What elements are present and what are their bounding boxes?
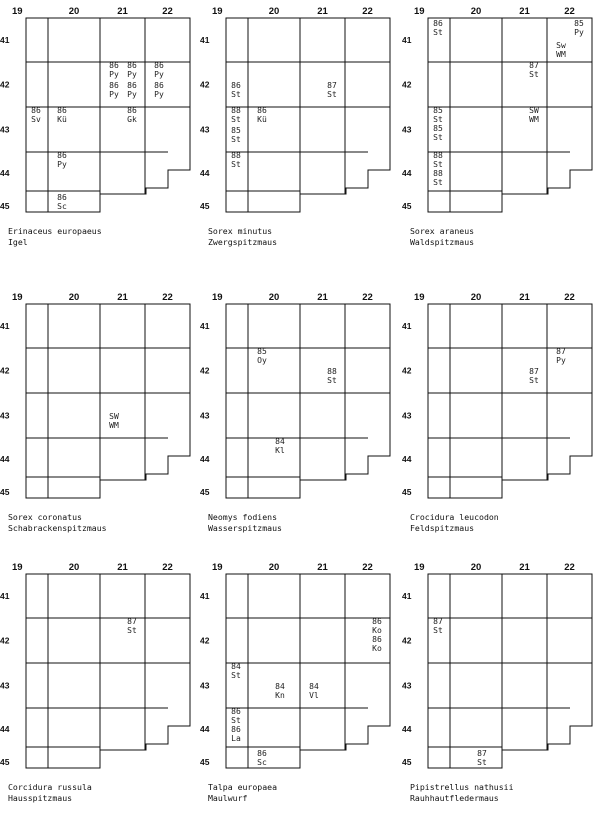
column-label: 21 — [317, 6, 328, 17]
species-caption — [208, 226, 398, 247]
species-common-name: Feldspitzmaus — [410, 522, 475, 533]
species-scientific-name: Corcidura russula — [8, 782, 92, 792]
grid-lines — [226, 304, 390, 498]
column-label: 20 — [470, 6, 482, 17]
row-label: 43 — [402, 124, 412, 135]
row-label: 44 — [402, 454, 412, 464]
column-label: 19 — [212, 292, 223, 303]
grid-lines — [428, 574, 592, 768]
record-label: 85 Py — [574, 19, 584, 37]
row-label: 45 — [402, 201, 412, 211]
record-label: 87 St — [433, 617, 443, 635]
grid-lines — [26, 18, 190, 212]
row-label: 43 — [200, 680, 210, 691]
record-label: 86 Gk — [127, 106, 137, 124]
record-label: 86 Ko 86 Ko — [372, 617, 382, 653]
species-common-name: Hausspitzmaus — [8, 792, 73, 803]
species-map-8 — [402, 556, 600, 816]
column-label: 22 — [564, 562, 575, 573]
record-label: 87 St — [127, 617, 137, 635]
row-label: 43 — [0, 680, 10, 691]
grid-lines — [226, 18, 390, 212]
row-label: 45 — [0, 757, 10, 767]
row-label: 44 — [200, 724, 210, 734]
row-label: 41 — [200, 321, 210, 331]
row-label: 44 — [0, 724, 10, 734]
row-label: 45 — [200, 757, 210, 767]
grid-map — [200, 0, 398, 230]
row-label: 44 — [0, 454, 10, 464]
row-label: 42 — [200, 635, 210, 646]
species-caption — [208, 512, 398, 533]
species-caption — [410, 782, 600, 803]
grid-lines — [26, 304, 190, 498]
row-label: 42 — [402, 79, 412, 90]
species-map-0 — [0, 0, 198, 260]
row-label: 42 — [200, 365, 210, 376]
grid-map — [402, 0, 600, 230]
grid-lines — [26, 574, 190, 768]
species-scientific-name: Neomys fodiens — [208, 512, 278, 522]
column-label: 22 — [564, 6, 575, 17]
record-label: 86 Py — [127, 61, 137, 79]
column-label: 20 — [268, 6, 280, 17]
species-map-7 — [200, 556, 398, 816]
record-label: 84 Vl — [309, 682, 319, 700]
species-common-name: Zwergspitzmaus — [208, 236, 278, 247]
record-label: 84 Kn — [275, 682, 285, 700]
species-common-name: Igel — [8, 236, 28, 247]
grid-lines — [428, 18, 592, 212]
record-label: SW WM — [109, 412, 119, 430]
column-label: 22 — [362, 6, 373, 17]
column-label: 20 — [268, 562, 280, 573]
column-label: 20 — [68, 292, 80, 303]
row-label: 43 — [0, 124, 10, 135]
column-label: 21 — [117, 562, 128, 573]
column-label: 19 — [212, 6, 223, 17]
grid-lines — [428, 304, 592, 498]
record-label: 88 St 88 St — [433, 151, 443, 187]
column-label: 21 — [519, 6, 530, 17]
column-label: 19 — [414, 6, 425, 17]
record-label: 86 Kü — [57, 106, 67, 124]
row-label: 41 — [402, 35, 412, 45]
row-label: 42 — [0, 365, 10, 376]
row-label: 44 — [402, 168, 412, 178]
species-map-3 — [0, 286, 198, 546]
species-map-6 — [0, 556, 198, 816]
row-label: 41 — [0, 321, 10, 331]
column-label: 19 — [12, 292, 23, 303]
record-label: 88 St — [231, 151, 241, 169]
column-label: 20 — [470, 292, 482, 303]
row-label: 42 — [402, 635, 412, 646]
column-label: 22 — [362, 292, 373, 303]
record-label: 86 Py — [127, 81, 137, 99]
row-label: 44 — [402, 724, 412, 734]
species-scientific-name: Erinaceus europaeus — [8, 226, 102, 236]
record-label: 84 Kl — [275, 437, 285, 455]
column-label: 19 — [414, 562, 425, 573]
record-label: 87 St — [529, 61, 539, 79]
row-label: 44 — [200, 168, 210, 178]
record-label: 87 St — [529, 367, 539, 385]
species-scientific-name: Crocidura leucodon — [410, 512, 499, 522]
species-scientific-name: Sorex araneus — [410, 226, 475, 236]
column-label: 22 — [162, 292, 173, 303]
record-label: 86 Sc — [57, 193, 67, 211]
row-label: 41 — [402, 591, 412, 601]
record-label: 86 St 86 La — [231, 707, 241, 743]
row-label: 41 — [200, 35, 210, 45]
record-label: 85 St — [231, 126, 241, 144]
species-scientific-name: Sorex coronatus — [8, 512, 82, 522]
column-label: 21 — [117, 6, 128, 17]
column-label: 21 — [519, 562, 530, 573]
column-label: 22 — [564, 292, 575, 303]
record-label: 87 Py — [556, 347, 566, 365]
column-label: 20 — [68, 6, 80, 17]
row-label: 43 — [200, 410, 210, 421]
record-label: 86 Sc — [257, 749, 267, 767]
column-label: 20 — [268, 292, 280, 303]
row-label: 45 — [200, 201, 210, 211]
record-label: 86 Kü — [257, 106, 267, 124]
species-map-2 — [402, 0, 600, 260]
grid-map — [0, 286, 198, 516]
species-caption — [8, 782, 198, 803]
row-label: 42 — [0, 79, 10, 90]
species-map-1 — [200, 0, 398, 260]
species-scientific-name: Pipistrellus nathusii — [410, 782, 514, 792]
species-map-4 — [200, 286, 398, 546]
column-label: 19 — [12, 6, 23, 17]
species-map-5 — [402, 286, 600, 546]
record-label: 87 St — [477, 749, 487, 767]
row-label: 42 — [200, 79, 210, 90]
record-label: 86 Py — [109, 81, 119, 99]
row-label: 43 — [0, 410, 10, 421]
grid-map — [402, 556, 600, 786]
column-label: 21 — [317, 292, 328, 303]
grid-map — [200, 286, 398, 516]
species-caption — [410, 512, 600, 533]
row-label: 44 — [200, 454, 210, 464]
species-scientific-name: Sorex minutus — [208, 226, 273, 236]
column-label: 21 — [519, 292, 530, 303]
record-label: 88 St — [231, 106, 241, 124]
column-label: 21 — [117, 292, 128, 303]
record-label: 86 St — [231, 81, 241, 99]
record-label: 86 Py — [57, 151, 67, 169]
species-common-name: Schabrackenspitzmaus — [8, 522, 107, 533]
record-label: 86 Sv — [31, 106, 41, 124]
species-caption — [410, 226, 600, 247]
grid-map — [200, 556, 398, 786]
column-label: 19 — [212, 562, 223, 573]
column-label: 20 — [68, 562, 80, 573]
column-label: 19 — [414, 292, 425, 303]
column-label: 19 — [12, 562, 23, 573]
record-label: 86 Py — [154, 61, 164, 79]
row-label: 43 — [200, 124, 210, 135]
record-label: Sw WM — [556, 41, 566, 59]
column-label: 22 — [362, 562, 373, 573]
species-common-name: Maulwurf — [208, 792, 248, 803]
row-label: 45 — [0, 487, 10, 497]
row-label: 41 — [0, 35, 10, 45]
row-label: 41 — [200, 591, 210, 601]
species-scientific-name: Talpa europaea — [208, 782, 278, 792]
record-label: 84 St — [231, 662, 241, 680]
row-label: 42 — [0, 635, 10, 646]
grid-map — [0, 0, 198, 230]
species-caption — [208, 782, 398, 803]
row-label: 41 — [402, 321, 412, 331]
grid-map — [402, 286, 600, 516]
record-label: 86 Py — [154, 81, 164, 99]
row-label: 45 — [200, 487, 210, 497]
row-label: 45 — [0, 201, 10, 211]
row-label: 42 — [402, 365, 412, 376]
species-caption — [8, 512, 198, 533]
row-label: 41 — [0, 591, 10, 601]
row-label: 45 — [402, 757, 412, 767]
species-common-name: Waldspitzmaus — [410, 236, 475, 247]
row-label: 44 — [0, 168, 10, 178]
species-common-name: Rauhhautfledermaus — [410, 792, 499, 803]
record-label: 85 Oy — [257, 347, 267, 365]
species-caption — [8, 226, 198, 247]
record-label: SW WM — [529, 106, 539, 124]
record-label: 86 St — [433, 19, 443, 37]
grid-lines — [226, 574, 390, 768]
grid-map — [0, 556, 198, 786]
column-label: 21 — [317, 562, 328, 573]
record-label: 85 St 85 St — [433, 106, 443, 142]
column-label: 20 — [470, 562, 482, 573]
row-label: 45 — [402, 487, 412, 497]
record-label: 88 St — [327, 367, 337, 385]
column-label: 22 — [162, 562, 173, 573]
column-label: 22 — [162, 6, 173, 17]
record-label: 87 St — [327, 81, 337, 99]
row-label: 43 — [402, 680, 412, 691]
record-label: 86 Py — [109, 61, 119, 79]
species-common-name: Wasserspitzmaus — [208, 522, 282, 533]
row-label: 43 — [402, 410, 412, 421]
